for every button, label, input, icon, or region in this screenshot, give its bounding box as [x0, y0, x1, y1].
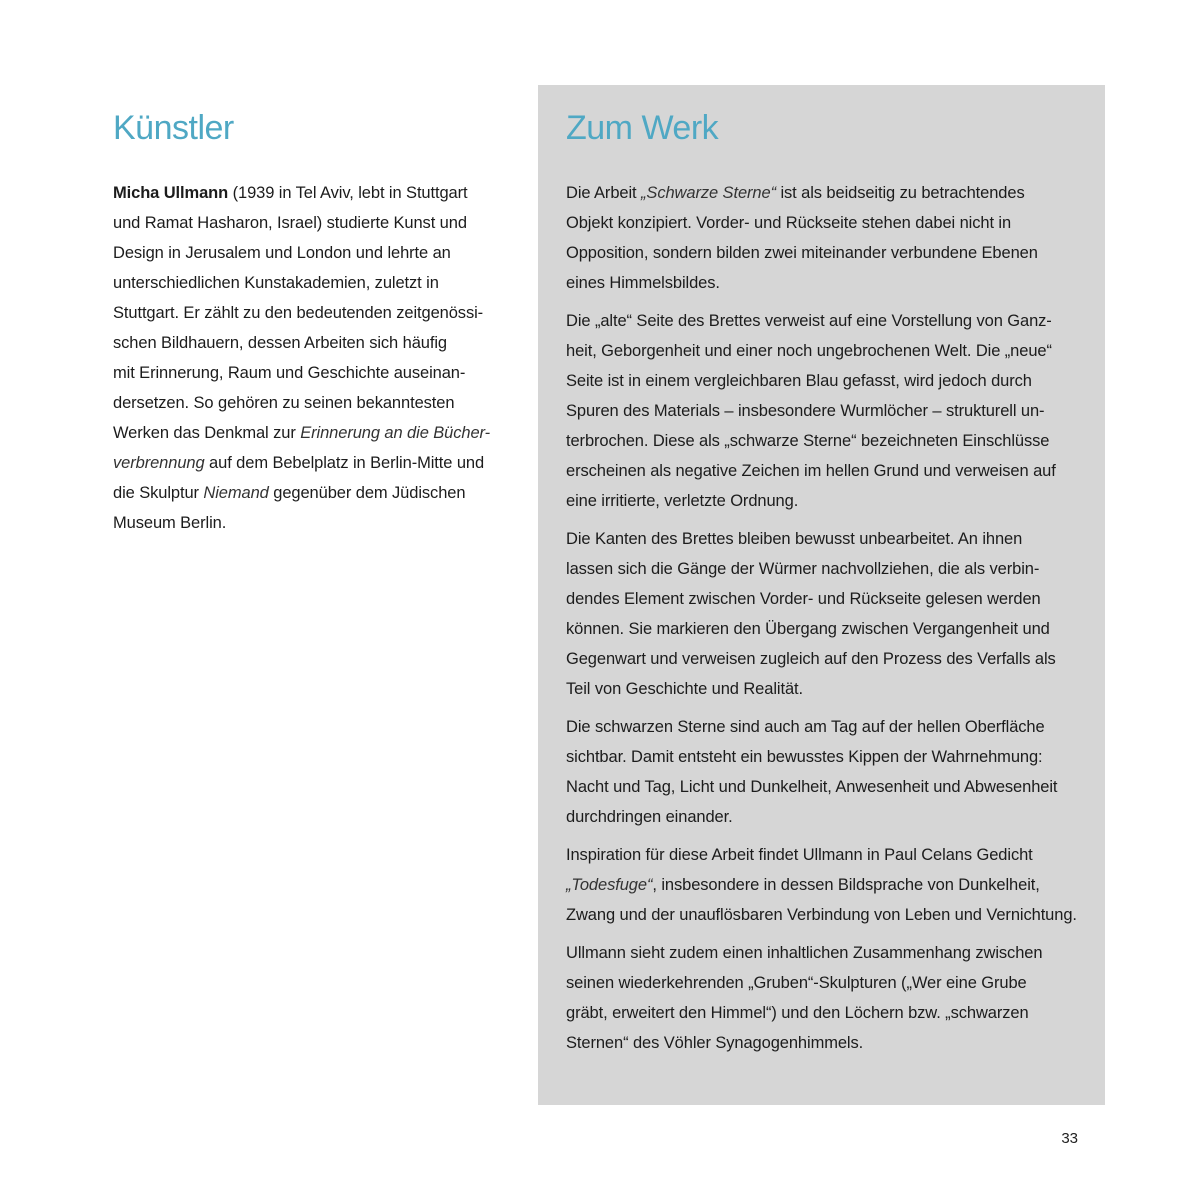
text-line: [566, 208, 1081, 238]
italic-text: „Schwarze Sterne“: [641, 184, 776, 202]
work-heading: Zum Werk: [566, 109, 719, 147]
artist-heading: Künstler: [113, 109, 234, 147]
text-line: [566, 306, 1081, 336]
text-segment: Design in Jerusalem und London und lehrte an: [113, 244, 451, 262]
text-segment: (1939 in Tel Aviv, lebt in Stuttgart: [228, 184, 468, 202]
text-line: [566, 802, 1081, 832]
text-segment: schen Bildhauern, dessen Arbeiten sich häufig: [113, 334, 447, 352]
text-line: [113, 358, 513, 388]
text-segment: auf dem Bebelplatz in Berlin-Mitte und: [204, 454, 485, 472]
text-segment: gräbt, erweitert den Himmel“) und den Löchern bzw. „schwarzen: [566, 1004, 1029, 1022]
artist-biography: [113, 178, 513, 538]
text-line: [566, 772, 1081, 802]
text-line: [566, 396, 1081, 426]
text-line: [113, 298, 513, 328]
text-segment: Teil von Geschichte und Realität.: [566, 680, 803, 698]
text-segment: Objekt konzipiert. Vorder- und Rückseite stehen dabei nicht in: [566, 214, 1012, 232]
bold-text: Micha Ullmann: [113, 184, 229, 202]
text-segment: durchdringen einander.: [566, 808, 733, 826]
work-description: [566, 178, 1081, 1066]
text-line: [113, 388, 513, 418]
text-line: [566, 178, 1081, 208]
text-line: [113, 178, 513, 208]
text-segment: sichtbar. Damit entsteht ein bewusstes Kippen der Wahrnehmung:: [566, 748, 1043, 766]
text-segment: Seite ist in einem vergleichbaren Blau gefasst, wird jedoch durch: [566, 372, 1032, 390]
text-segment: unterschiedlichen Kunstakademien, zuletzt in: [113, 274, 439, 292]
work-paragraph: [566, 712, 1081, 832]
page-number: 33: [1061, 1130, 1078, 1147]
italic-text: Erinnerung an die Bücher-: [300, 424, 491, 442]
text-segment: Nacht und Tag, Licht und Dunkelheit, Anwesenheit und Abwesenheit: [566, 778, 1058, 796]
text-segment: Stuttgart. Er zählt zu den bedeutenden zeitgenössi-: [113, 304, 484, 322]
text-segment: Gegenwart und verweisen zugleich auf den Prozess des Verfalls als: [566, 650, 1056, 668]
text-segment: Spuren des Materials – insbesondere Wurmlöcher – strukturell un-: [566, 402, 1045, 420]
text-line: [113, 418, 513, 448]
text-segment: mit Erinnerung, Raum und Geschichte auseinan-: [113, 364, 466, 382]
text-segment: heit, Geborgenheit und einer noch ungebrochenen Welt. Die „neue“: [566, 342, 1052, 360]
text-segment: seinen wiederkehrenden „Gruben“-Skulpturen („Wer eine Grube: [566, 974, 1027, 992]
text-line: [113, 238, 513, 268]
text-segment: Sternen“ des Vöhler Synagogenhimmels.: [566, 1034, 864, 1052]
text-line: [113, 478, 513, 508]
text-segment: Die Arbeit: [566, 184, 642, 202]
text-line: [113, 448, 513, 478]
text-line: [566, 524, 1081, 554]
text-segment: Werken das Denkmal zur: [113, 424, 301, 442]
text-line: [566, 900, 1081, 930]
text-segment: eines Himmelsbildes.: [566, 274, 720, 292]
text-line: [566, 366, 1081, 396]
text-segment: Opposition, sondern bilden zwei miteinander verbundene Ebenen: [566, 244, 1038, 262]
text-line: [566, 238, 1081, 268]
text-segment: ist als beidseitig zu betrachtendes: [775, 184, 1025, 202]
italic-text: Niemand: [203, 484, 269, 502]
text-segment: , insbesondere in dessen Bildsprache von Dunkelheit,: [652, 876, 1040, 894]
text-line: [113, 328, 513, 358]
text-segment: Zwang und der unauflösbaren Verbindung von Leben und Vernichtung.: [566, 906, 1077, 924]
text-line: [566, 674, 1081, 704]
text-line: [566, 644, 1081, 674]
text-line: [566, 336, 1081, 366]
text-segment: die Skulptur: [113, 484, 204, 502]
text-line: [113, 268, 513, 298]
text-segment: können. Sie markieren den Übergang zwischen Vergangenheit und: [566, 620, 1050, 638]
text-segment: Ullmann sieht zudem einen inhaltlichen Zusammenhang zwischen: [566, 944, 1043, 962]
text-line: [566, 486, 1081, 516]
work-paragraph: [566, 840, 1081, 930]
text-segment: und Ramat Hasharon, Israel) studierte Kunst und: [113, 214, 467, 232]
text-line: [566, 268, 1081, 298]
text-segment: Museum Berlin.: [113, 514, 227, 532]
text-line: [566, 426, 1081, 456]
text-segment: terbrochen. Diese als „schwarze Sterne“ bezeichneten Einschlüsse: [566, 432, 1050, 450]
text-segment: lassen sich die Gänge der Würmer nachvollziehen, die als verbin-: [566, 560, 1040, 578]
text-segment: Die Kanten des Brettes bleiben bewusst unbearbeitet. An ihnen: [566, 530, 1023, 548]
text-segment: dersetzen. So gehören zu seinen bekanntesten: [113, 394, 455, 412]
italic-text: verbrennung: [113, 454, 205, 472]
italic-text: „Todesfuge“: [566, 876, 653, 894]
text-line: [566, 614, 1081, 644]
text-line: [566, 554, 1081, 584]
text-line: [566, 938, 1081, 968]
text-line: [113, 508, 513, 538]
text-line: [113, 208, 513, 238]
text-segment: Inspiration für diese Arbeit findet Ullmann in Paul Celans Gedicht: [566, 846, 1033, 864]
text-line: [566, 870, 1081, 900]
work-paragraph: [566, 306, 1081, 516]
text-line: [566, 584, 1081, 614]
text-segment: erscheinen als negative Zeichen im hellen Grund und verweisen auf: [566, 462, 1056, 480]
work-paragraph: [566, 938, 1081, 1058]
text-segment: Die schwarzen Sterne sind auch am Tag auf der hellen Oberfläche: [566, 718, 1045, 736]
text-segment: eine irritierte, verletzte Ordnung.: [566, 492, 799, 510]
text-line: [566, 712, 1081, 742]
text-segment: dendes Element zwischen Vorder- und Rückseite gelesen werden: [566, 590, 1041, 608]
text-line: [566, 998, 1081, 1028]
text-line: [566, 742, 1081, 772]
text-line: [566, 1028, 1081, 1058]
text-line: [566, 840, 1081, 870]
text-line: [566, 456, 1081, 486]
work-paragraph: [566, 178, 1081, 298]
text-segment: gegenüber dem Jüdischen: [268, 484, 466, 502]
work-paragraph: [566, 524, 1081, 704]
text-segment: Die „alte“ Seite des Brettes verweist auf eine Vorstellung von Ganz-: [566, 312, 1052, 330]
text-line: [566, 968, 1081, 998]
